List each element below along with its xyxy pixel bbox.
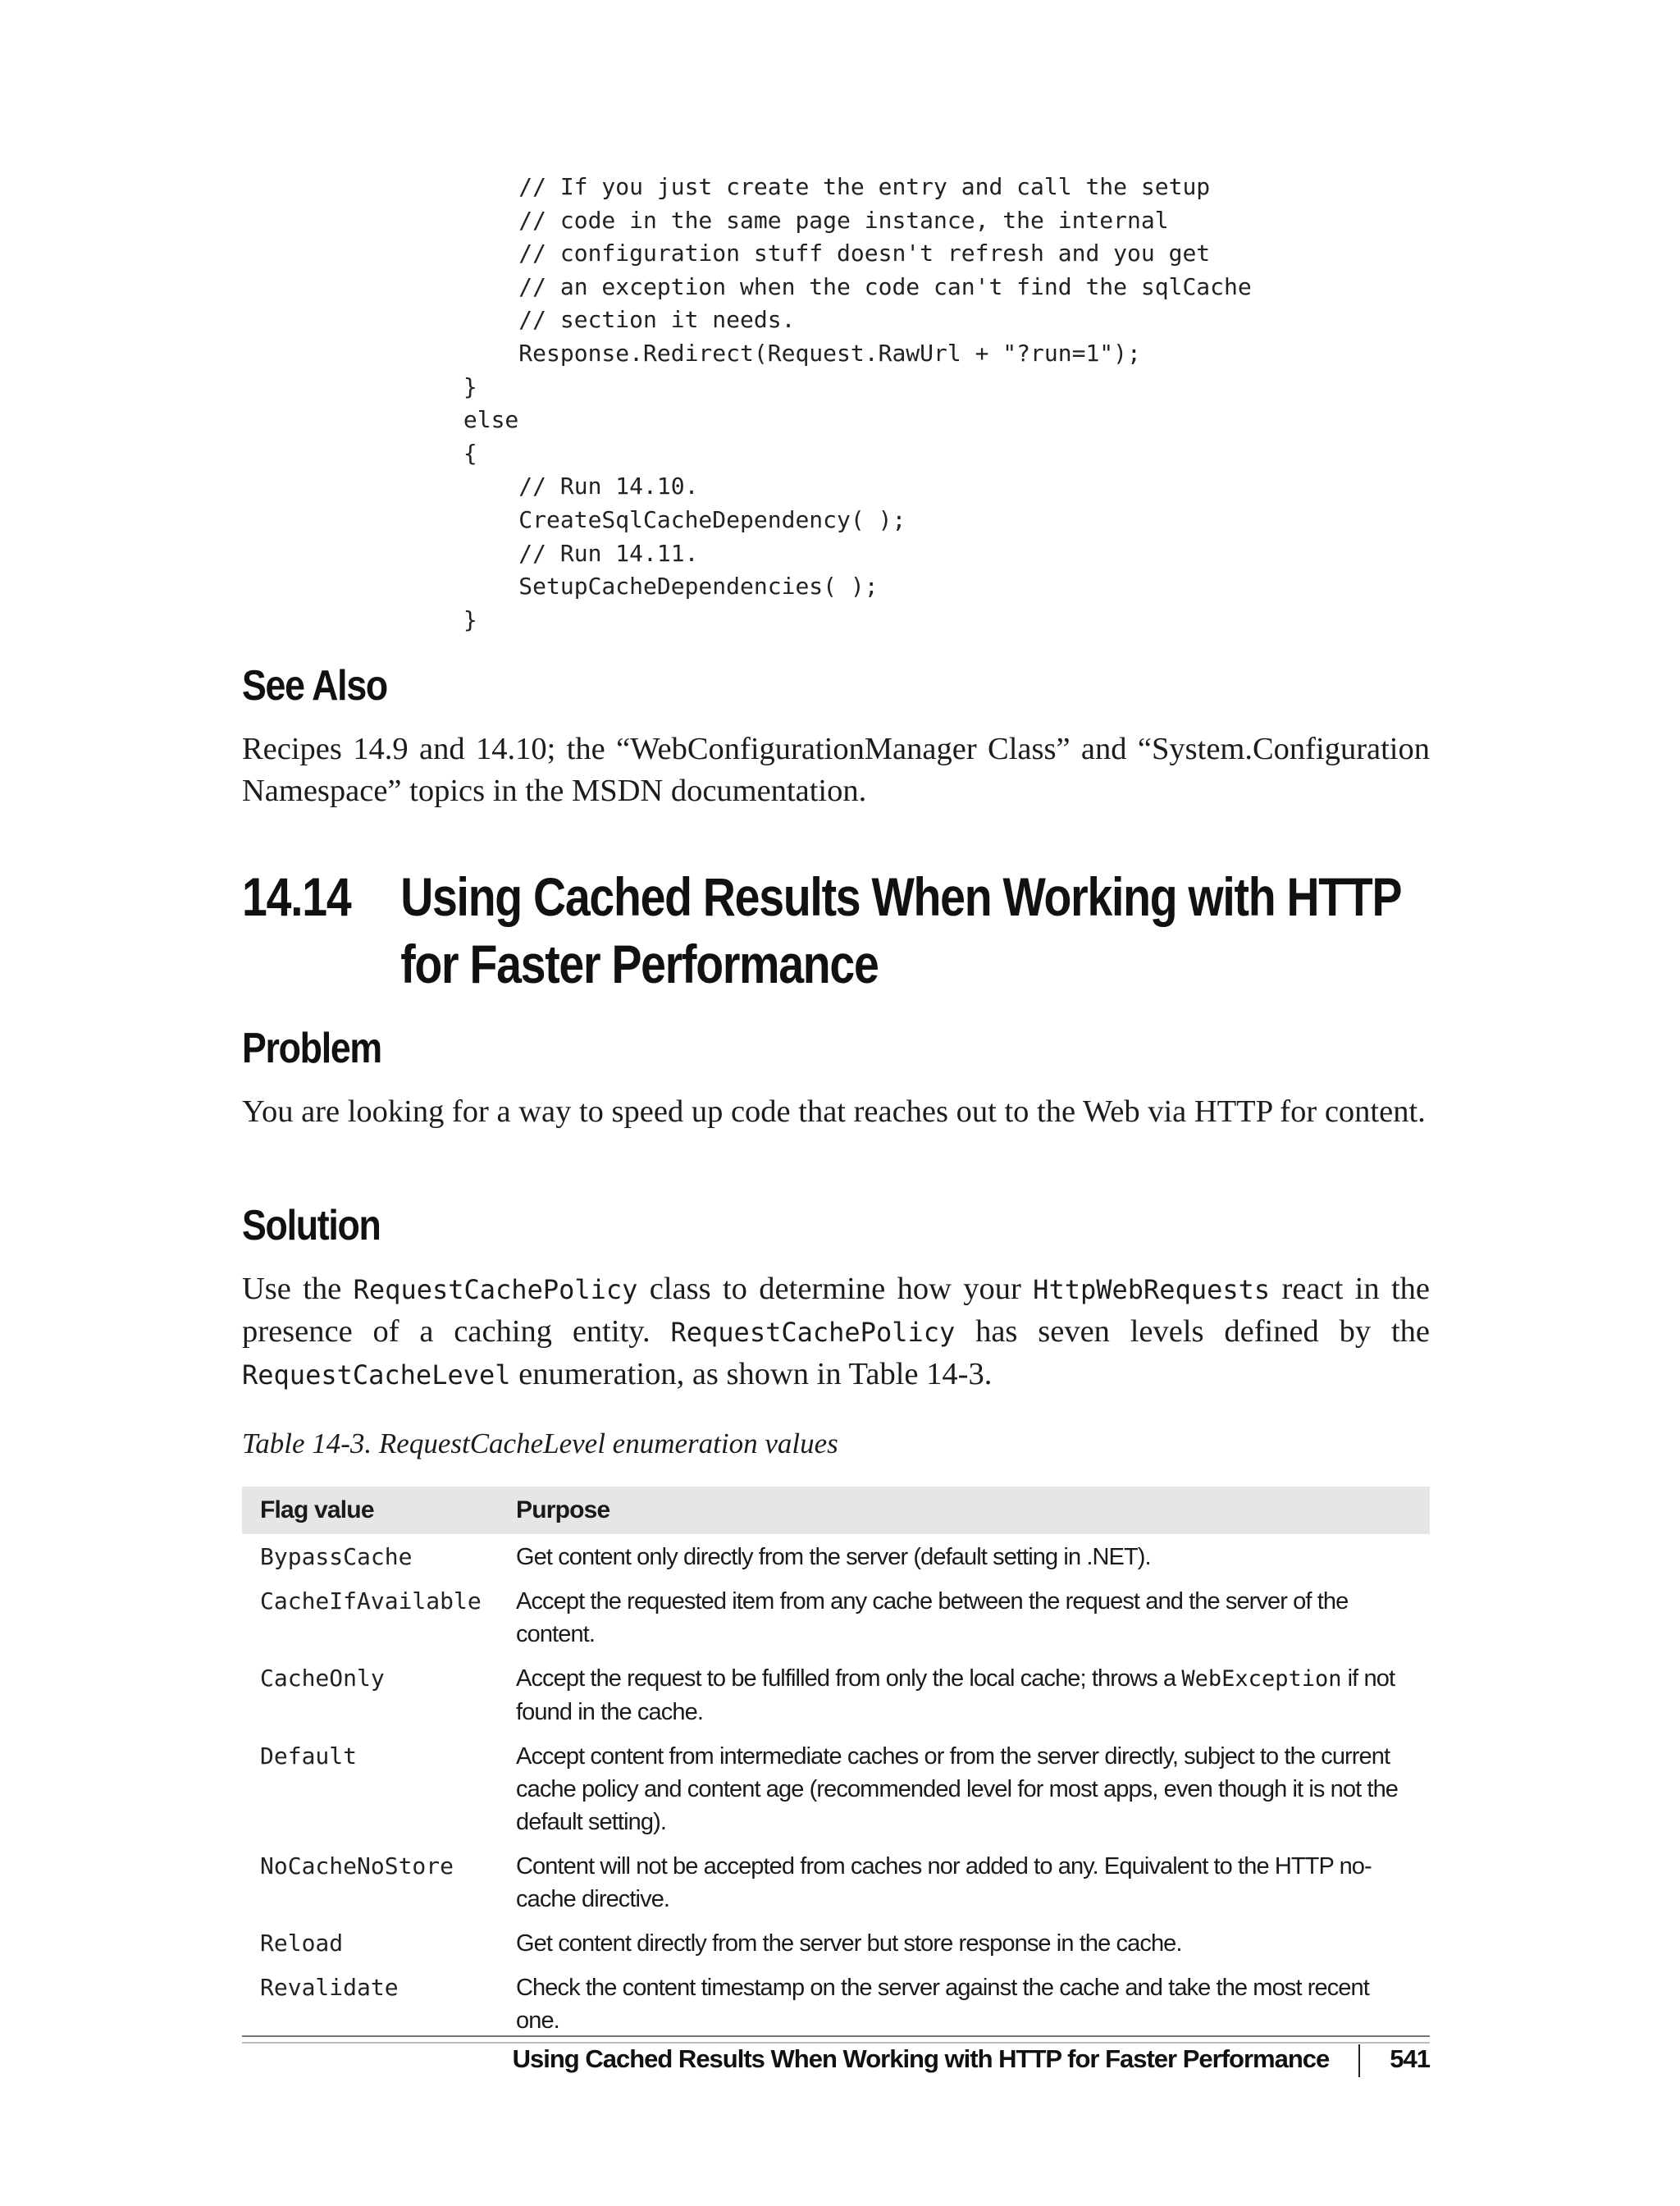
flag-cell: NoCacheNoStore [260,1852,454,1879]
solution-text-part: react in the presence of a caching entity. [242,1272,1430,1349]
solution-heading: Solution [242,1202,381,1249]
running-footer-title: Using Cached Results When Working with HTTP for Faster Performance [512,2044,1330,2074]
inline-code: RequestCachePolicy [670,1317,956,1348]
table-row [242,1843,1430,1921]
recipe-title-line2: for Faster Performance [400,934,879,994]
page-footer [513,2044,1430,2077]
flag-cell: Reload [260,1930,344,1957]
flag-cell: Revalidate [242,1965,498,2043]
purpose-cell: Check the content timestamp on the server against the cache and take the most recent one. [498,1965,1430,2043]
code-block [353,171,1252,637]
solution-text-part: class to determine how your [637,1272,1034,1306]
footer-separator [1358,2044,1360,2077]
flag-cell: Default [260,1742,358,1770]
code-line: SetupCacheDependencies( ); [353,573,879,601]
table-row [242,1578,1430,1656]
table-row [242,1965,1430,2043]
solution-text-part: enumeration, as shown in Table 14-3. [510,1357,993,1391]
table-row [242,1656,1430,1733]
column-header-purpose: Purpose [498,1487,1430,1534]
purpose-cell [498,1656,1430,1733]
enumeration-table [242,1487,1430,2044]
code-line: // If you just create the entry and call the setup [353,173,1211,200]
purpose-cell: Accept the requested item from any cache between the request and the server of the content. [516,1588,1349,1647]
table-caption: Table 14-3. RequestCacheLevel enumeration values [242,1427,838,1459]
solution-text-part: has seven levels defined by the [955,1314,1430,1349]
page-number: 541 [1390,2044,1430,2074]
recipe-number: 14.14 [242,866,351,927]
code-line: else [353,406,519,434]
inline-code: RequestCacheLevel [242,1359,511,1391]
solution-text-part: Use the [242,1272,354,1306]
code-line: Response.Redirect(Request.RawUrl + "?run=1"); [353,339,1141,367]
column-header-flag: Flag value [242,1487,498,1534]
see-also-text: Recipes 14.9 and 14.10; the “WebConfigurationManager Class” and “System.Configuration Namespace” topics in the MSDN documentation. [242,732,1430,808]
purpose-text: if not found in the cache. [516,1665,1395,1725]
code-line: // section it needs. [353,306,796,334]
flag-cell: BypassCache [260,1543,413,1570]
code-line: // code in the same page instance, the internal [353,206,1169,234]
problem-heading: Problem [242,1025,381,1072]
footer-divider [242,2035,1430,2037]
code-line: { [353,439,477,467]
purpose-cell: Content will not be accepted from caches nor added to any. Equivalent to the HTTP no-cache directive. [516,1853,1372,1912]
flag-cell: CacheIfAvailable [260,1587,482,1615]
purpose-cell: Get content directly from the server but store response in the cache. [516,1930,1182,1957]
inline-code: WebException [1181,1666,1342,1692]
code-line: } [353,605,477,633]
recipe-title [242,863,1401,998]
table-row [242,1921,1430,1965]
flag-cell: CacheOnly [260,1665,385,1692]
code-line: CreateSqlCacheDependency( ); [353,505,906,533]
code-line: // an exception when the code can't find the sqlCache [353,272,1252,300]
table-row [242,1534,1430,1578]
purpose-text: Accept the request to be fulfilled from only the local cache; throws a [516,1665,1182,1692]
code-line: // Run 14.10. [353,473,699,500]
purpose-cell: Get content only directly from the server (default setting in .NET). [516,1544,1151,1570]
code-line: // configuration stuff doesn't refresh and you get [353,240,1211,267]
see-also-heading: See Also [242,662,387,710]
purpose-cell: Accept content from intermediate caches or from the server directly, subject to the current cache policy and content age (recommended level for most apps, even though it is not the default setting). [516,1743,1399,1835]
solution-text [242,1268,1430,1396]
code-line: } [353,372,477,400]
inline-code: RequestCachePolicy [353,1274,638,1305]
table-row [242,1733,1430,1843]
problem-text: You are looking for a way to speed up code that reaches out to the Web via HTTP for content. [242,1094,1426,1129]
code-line: // Run 14.11. [353,539,699,567]
recipe-title-line1: Using Cached Results When Working with HTTP [400,866,1402,927]
inline-code: HttpWebRequests [1033,1274,1271,1305]
table-header-row [242,1487,1430,1534]
